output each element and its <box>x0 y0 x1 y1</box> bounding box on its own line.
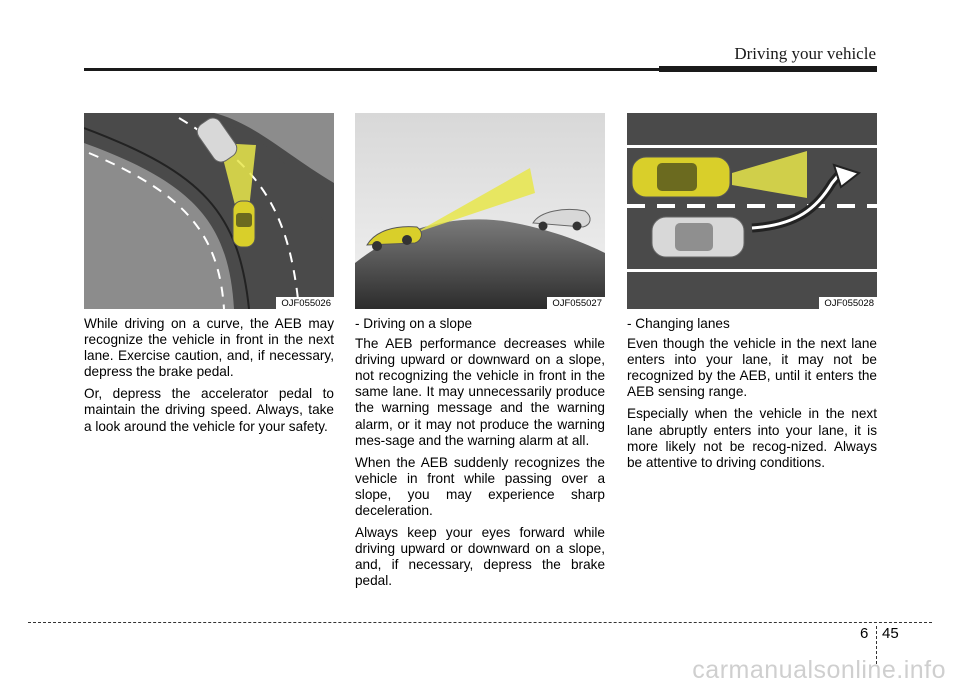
footer-rule <box>28 622 932 623</box>
section-number: 6 <box>860 625 869 642</box>
header-rule <box>84 68 659 71</box>
lane-change-illustration <box>627 113 877 309</box>
curve-illustration <box>84 113 334 309</box>
car-own-yellow <box>233 201 255 247</box>
paragraph: When the AEB suddenly recognizes the vehicle in front while passing over a slope, you may experience sharp deceleration. <box>355 454 605 519</box>
paragraph: Even though the vehicle in the next lane enters into your lane, it may not be recognized by the AEB, until it enters the AEB sensing range. <box>627 336 877 400</box>
watermark: carmanualsonline.info <box>692 656 946 684</box>
section-heading: - Changing lanes <box>627 316 730 331</box>
paragraph: While driving on a curve, the AEB may recognize the vehicle in front in the next lane. Exercise caution, and, if necessary, depress the brake pedal. <box>84 316 334 380</box>
paragraph: The AEB performance decreases while driving upward or downward on a slope, not recognizing the vehicle in front in the same lane. It may unnecessarily produce the warning message and the warning alarm, or it may not produce the warning mes-sage and the warning alarm at all. <box>355 336 605 448</box>
text-column-slope <box>355 316 605 596</box>
figure-code: OJF055026 <box>276 297 334 309</box>
slope-illustration <box>355 113 605 309</box>
paragraph: Especially when the vehicle in the next lane abruptly enters into your lane, it is more likely not be recog-nized. Always be attentive to driving conditions. <box>627 406 877 470</box>
paragraph: Or, depress the accelerator pedal to maintain the driving speed. Always, take a look around the vehicle for your safety. <box>84 386 334 434</box>
figure-curve <box>84 113 334 309</box>
figure-code: OJF055027 <box>547 297 605 309</box>
text-column-curve <box>84 316 334 441</box>
figure-lane-change <box>627 113 877 309</box>
text-column-lane-change <box>627 316 877 477</box>
figure-slope <box>355 113 605 309</box>
figure-code: OJF055028 <box>819 297 877 309</box>
paragraph: Always keep your eyes forward while driving upward or downward on a slope, and, if necessary, depress the brake pedal. <box>355 525 605 589</box>
car-own-yellow <box>632 157 730 197</box>
section-heading: - Driving on a slope <box>355 316 473 331</box>
page-header-title: Driving your vehicle <box>734 44 876 63</box>
page-number: 45 <box>882 625 899 642</box>
car-adjacent-silver <box>652 217 744 257</box>
header-rule-thick <box>659 66 877 72</box>
